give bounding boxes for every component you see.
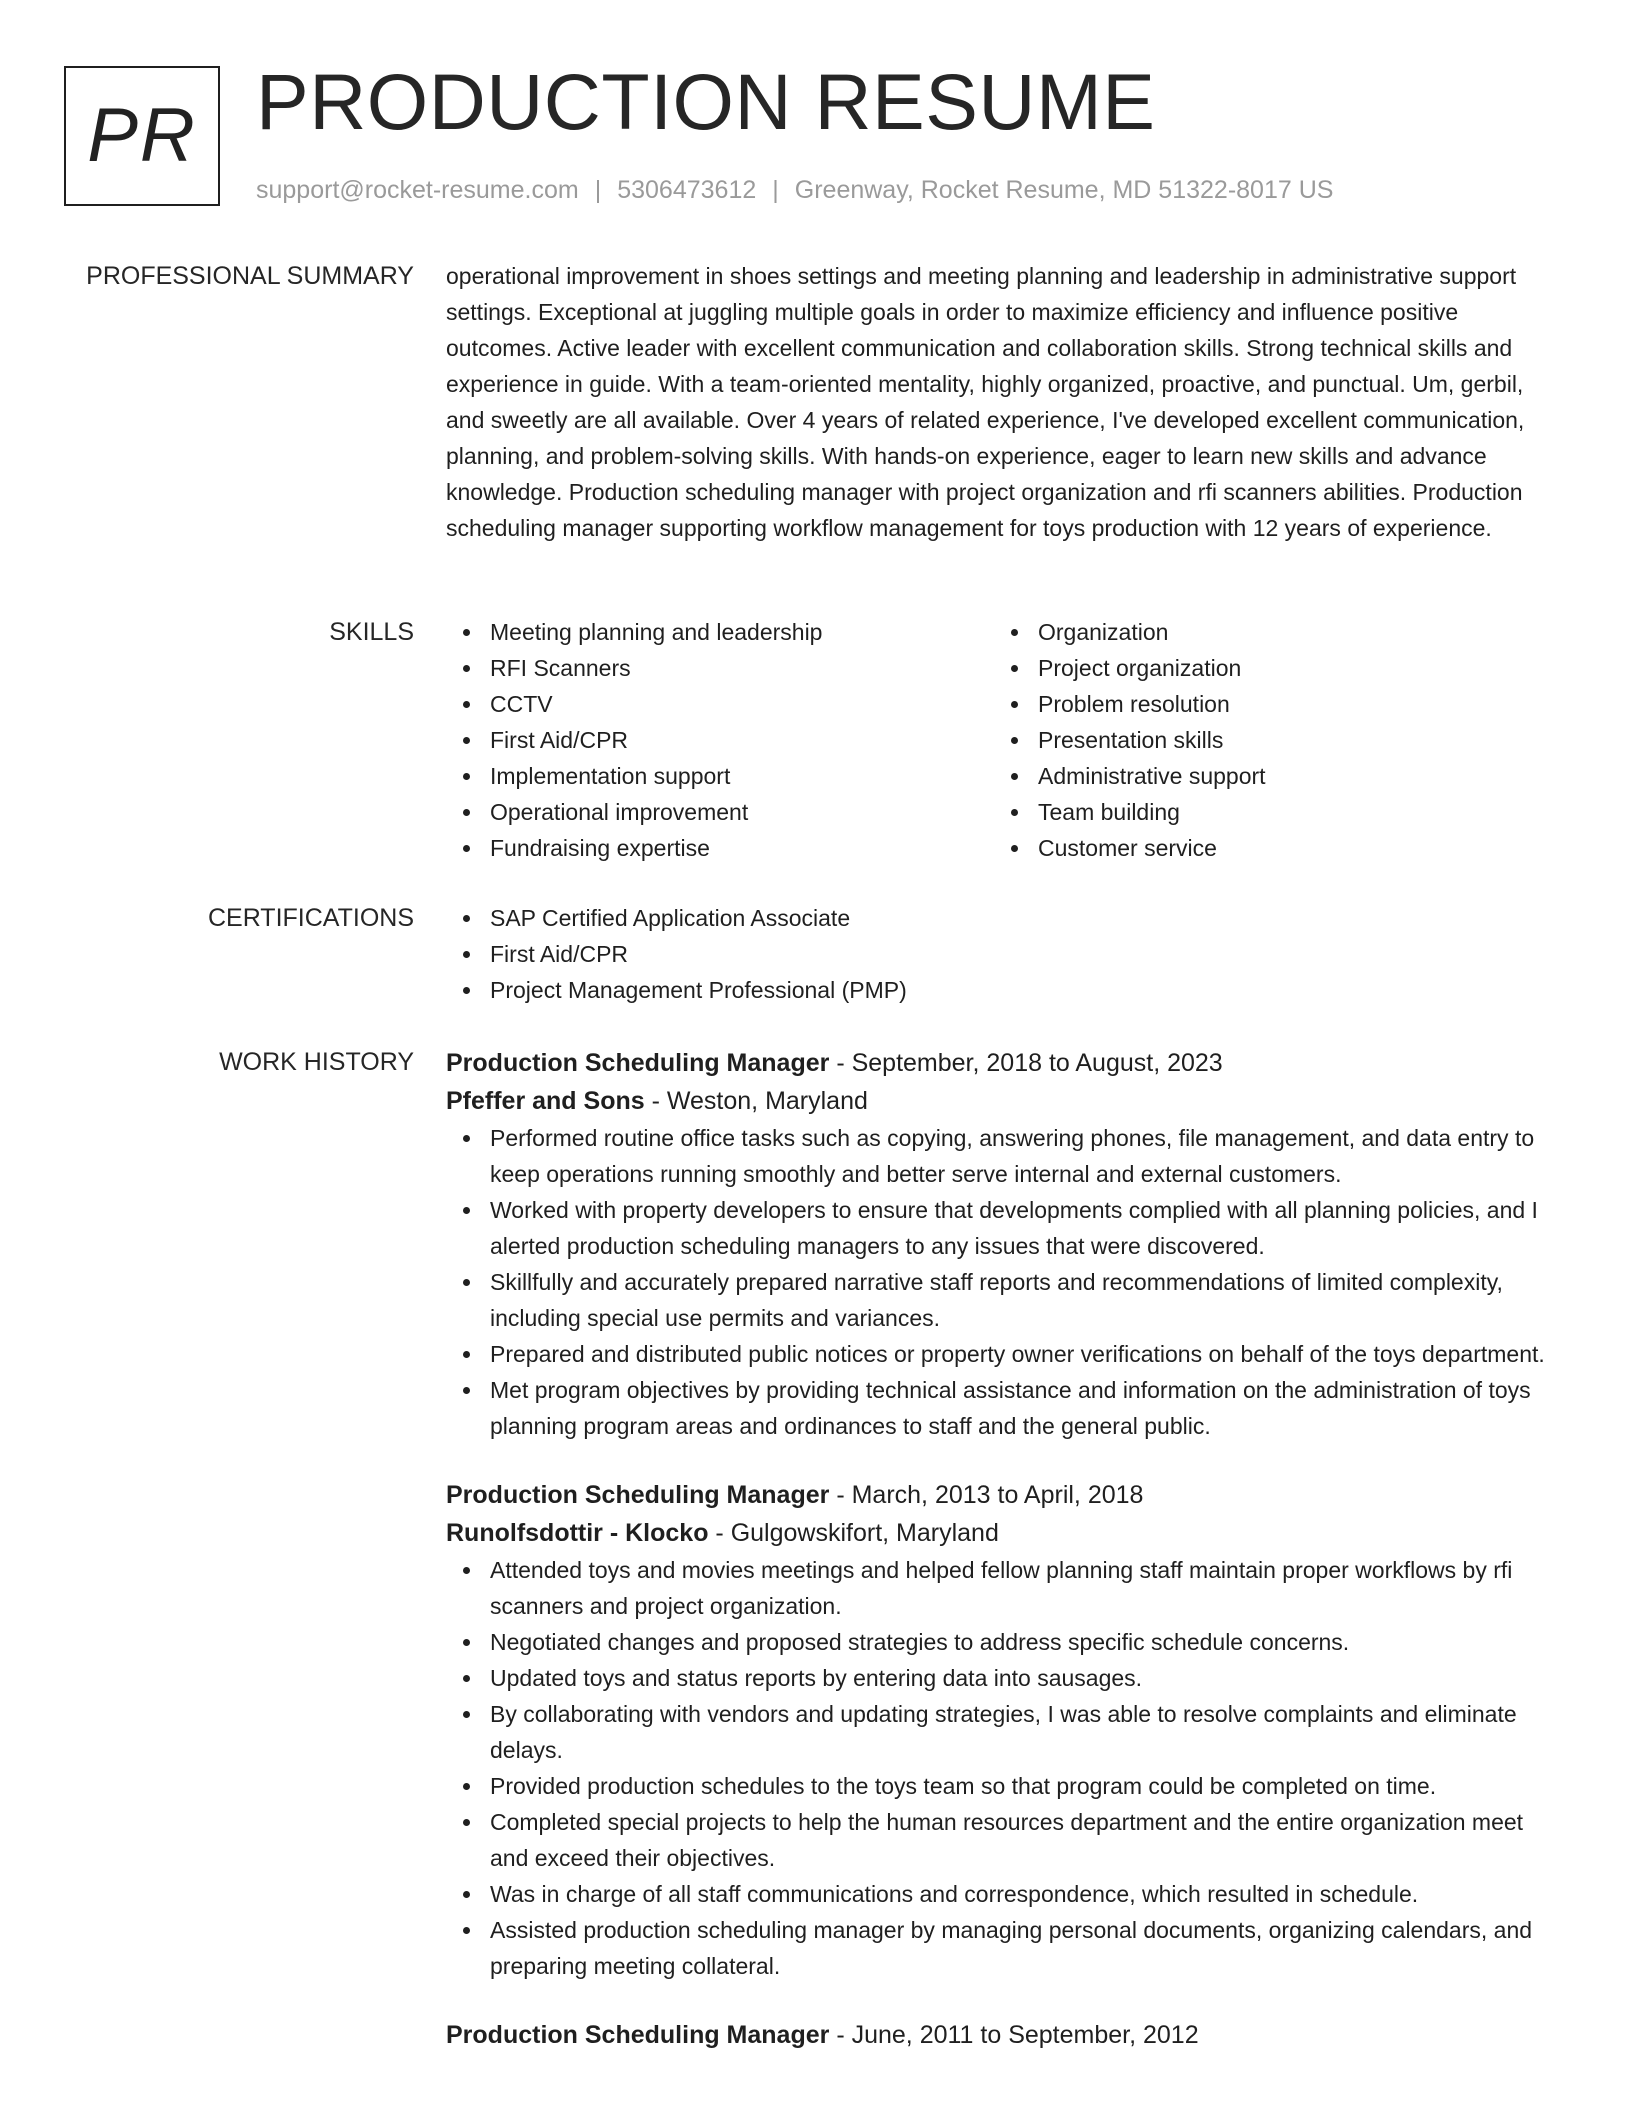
job-responsibilities	[446, 1552, 1566, 1984]
skill-item: First Aid/CPR	[446, 722, 994, 758]
responsibility-item: Negotiated changes and proposed strategies to address specific schedule concerns.	[446, 1624, 1566, 1660]
certifications-list	[446, 900, 1566, 1008]
work-history-body	[446, 1044, 1566, 2054]
responsibility-item: Provided production schedules to the toys team so that program could be completed on time.	[446, 1768, 1566, 1804]
skill-item: CCTV	[446, 686, 994, 722]
skill-item: Operational improvement	[446, 794, 994, 830]
job-company: Pfeffer and Sons	[446, 1087, 645, 1115]
summary-heading: PROFESSIONAL SUMMARY	[86, 262, 414, 290]
certification-item: First Aid/CPR	[446, 936, 1566, 972]
contact-address: Greenway, Rocket Resume, MD 51322-8017 US	[794, 176, 1334, 204]
skill-item: Implementation support	[446, 758, 994, 794]
responsibility-item: Attended toys and movies meetings and helped fellow planning staff maintain proper workflows by rfi scanners and project organization.	[446, 1552, 1566, 1624]
job-dates: June, 2011 to September, 2012	[851, 2021, 1199, 2049]
skill-item: Meeting planning and leadership	[446, 614, 994, 650]
skill-item: Organization	[994, 614, 1542, 650]
certifications-body	[446, 900, 1566, 1008]
job-company-line	[446, 1082, 1566, 1120]
skills-body	[446, 614, 1566, 866]
resume-title: PRODUCTION RESUME	[256, 57, 1156, 146]
job-location: Gulgowskifort, Maryland	[730, 1519, 999, 1547]
skills-list-right	[994, 614, 1542, 866]
dash: -	[829, 1481, 852, 1509]
dash: -	[829, 2021, 852, 2049]
job-entry	[446, 2016, 1566, 2054]
job-title: Production Scheduling Manager	[446, 1049, 830, 1077]
job-title: Production Scheduling Manager	[446, 2021, 830, 2049]
skill-item: Administrative support	[994, 758, 1542, 794]
responsibility-item: Performed routine office tasks such as copying, answering phones, file management, and data entry to keep operations running smoothly and better serve internal and external customers.	[446, 1120, 1566, 1192]
responsibility-item: Worked with property developers to ensure that developments complied with all planning policies, and I alerted production scheduling managers to any issues that were discovered.	[446, 1192, 1566, 1264]
certification-item: SAP Certified Application Associate	[446, 900, 1566, 936]
skill-item: Customer service	[994, 830, 1542, 866]
responsibility-item: Completed special projects to help the human resources department and the entire organization meet and exceed their objectives.	[446, 1804, 1566, 1876]
responsibility-item: Prepared and distributed public notices or property owner verifications on behalf of the toys department.	[446, 1336, 1566, 1372]
responsibility-item: Met program objectives by providing technical assistance and information on the administration of toys planning program areas and ordinances to staff and the general public.	[446, 1372, 1566, 1444]
contact-separator: |	[594, 176, 602, 204]
skill-item: RFI Scanners	[446, 650, 994, 686]
job-entry	[446, 1476, 1566, 1984]
skill-item: Fundraising expertise	[446, 830, 994, 866]
work-history-heading: WORK HISTORY	[219, 1048, 414, 1076]
contact-email: support@rocket-resume.com	[256, 176, 579, 204]
skill-item: Project organization	[994, 650, 1542, 686]
job-dates: March, 2013 to April, 2018	[851, 1481, 1144, 1509]
responsibility-item: Updated toys and status reports by entering data into sausages.	[446, 1660, 1566, 1696]
contact-separator: |	[772, 176, 779, 204]
monogram-logo	[64, 66, 220, 206]
job-responsibilities	[446, 1120, 1566, 1444]
job-title: Production Scheduling Manager	[446, 1481, 830, 1509]
dash: -	[644, 1087, 667, 1115]
certifications-heading: CERTIFICATIONS	[207, 904, 414, 932]
dash: -	[829, 1049, 852, 1077]
contact-line	[256, 172, 1333, 208]
job-dates: September, 2018 to August, 2023	[851, 1049, 1223, 1077]
contact-phone: 5306473612	[617, 176, 757, 204]
responsibility-item: By collaborating with vendors and updating strategies, I was able to resolve complaints and eliminate delays.	[446, 1696, 1566, 1768]
job-company-line	[446, 1514, 1566, 1552]
job-title-line	[446, 1044, 1566, 1082]
skills-list-left	[446, 614, 994, 866]
summary-body	[446, 258, 1566, 546]
skill-item: Presentation skills	[994, 722, 1542, 758]
job-location: Weston, Maryland	[666, 1087, 868, 1115]
job-title-line	[446, 1476, 1566, 1514]
job-title-line	[446, 2016, 1566, 2054]
monogram-text: PR	[87, 93, 197, 178]
responsibility-item: Skillfully and accurately prepared narrative staff reports and recommendations of limited complexity, including special use permits and variances.	[446, 1264, 1566, 1336]
job-entry	[446, 1044, 1566, 1444]
summary-text: operational improvement in shoes settings and meeting planning and leadership in administrative support settings. Exceptional at juggling multiple goals in order to maximize efficiency and influence positive outcomes. Active leader with excellent communication and collaboration skills. Strong technical skills and experience in guide. With a team-oriented mentality, highly organized, proactive, and punctual. Um, gerbil, and sweetly are all available. Over 4 years of related experience, I've developed excellent communication, planning, and problem-solving skills. With hands-on experience, eager to learn new skills and advance knowledge. Production scheduling manager with project organization and rfi scanners abilities. Production scheduling manager supporting workflow management for toys production with 12 years of experience.	[446, 263, 1525, 541]
skill-item: Problem resolution	[994, 686, 1542, 722]
dash: -	[708, 1519, 731, 1547]
certification-item: Project Management Professional (PMP)	[446, 972, 1566, 1008]
skills-heading: SKILLS	[329, 618, 414, 646]
responsibility-item: Was in charge of all staff communications and correspondence, which resulted in schedule.	[446, 1876, 1566, 1912]
responsibility-item: Assisted production scheduling manager by managing personal documents, organizing calendars, and preparing meeting collateral.	[446, 1912, 1566, 1984]
skill-item: Team building	[994, 794, 1542, 830]
job-company: Runolfsdottir - Klocko	[446, 1519, 709, 1547]
